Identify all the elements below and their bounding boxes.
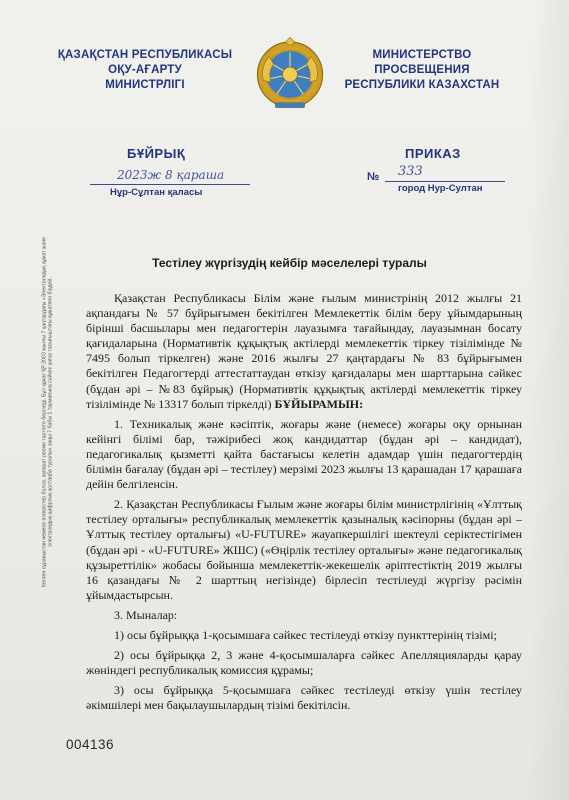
ru-city: город Нур-Султан: [398, 183, 483, 194]
kazakhstan-state-emblem-icon: [253, 36, 327, 110]
ru-ministry-line: ПРОСВЕЩЕНИЯ: [374, 64, 470, 76]
side-legal-note-text: Келген сұраныстан немесе өзгерістер болса, ақпарат ресми тәртіпте беріледі. Бұл құжат ҚР 2003 жылғы 7 қаңтардағы «Электрондық құжат және электрондық цифрлық қолтаңба туралы» заңы 7 бабы 1 тармағына сәйкес қағаз тасығыштағы құжатпен бірдей.: [41, 236, 54, 588]
handwritten-date: 2023ж 8 қараша: [117, 168, 225, 182]
number-underline: [385, 181, 505, 182]
item-3-3: 3) осы бұйрыққа 5-қосымшаға сәйкес тестілеуді өткізу үшін тестілеу әкімшілері мен бақылаушылардың тізімі бекітілсін.: [86, 683, 522, 713]
document-title: Тестілеу жүргізудің кейбір мәселелері туралы: [152, 256, 427, 270]
item-2: 2. Қазақстан Республикасы Ғылым және жоғары білім министрлігінің «Ұлттық тестілеу орталығы» республикалық мемлекеттік қазыналық кәсіпорны (бұдан әрі – Ұлттық тестілеу орталығы) «U-FUTURE» жауапкершілігі шектеулі серіктестігімен (бұдан әрі - «U-FUTURE» ЖШС) («Өңірлік тестілеу орталығы» және педагогикалық құзыреттілік» жобасы бойынша мемлекеттік-жекешелік әріптестіктің 2019 жылғы 16 қазандағы № 2 шарттың негізінде) бірлесіп тестілеуді жүргізу рәсімін ұйымдастырсын.: [86, 497, 522, 602]
page-shadow: [529, 0, 569, 800]
document-body: [86, 291, 522, 713]
kz-ministry-line: ОҚУ-АҒАРТУ: [108, 64, 182, 76]
item-3-1: 1) осы бұйрыққа 1-қосымшаға сәйкес тестілеуді өткізу пункттерінің тізімі;: [114, 627, 497, 642]
ru-ministry-line: РЕСПУБЛИКИ КАЗАХСТАН: [344, 79, 500, 91]
preamble-text: Қазақстан Республикасы Білім және ғылым министрінің 2012 жылғы 21 ақпандағы № 57 бұйрығымен бекітілген Мемлекеттік білім беру ұйымдарының бірінші басшылары мен педагогтерін лауазымға тағайындау, лауазымнан босату қағидаларына (Нормативтік құқықтық актілерді мемлекеттік тіркеу тізілімінде № 7495 болып тіркелген) және 2016 жылғы 27 қаңтардағы № 83 бұйрығымен бекітілген Педагогтерді аттестаттаудан өткізу қағидалары мен шарттарына сәйкес (бұдан әрі – №83 бұйрық) (Нормативтік құқықтық актілерді мемлекеттік тіркеу тізілімінде № 13317 болып тіркелді): [86, 291, 522, 411]
ru-ministry-header: [322, 48, 522, 93]
side-legal-note: [28, 232, 68, 592]
handwritten-order-number: 333: [398, 164, 423, 179]
number-sign: №: [367, 171, 380, 183]
item-3-2: 2) осы бұйрыққа 2, 3 және 4-қосымшаларға сәйкес Апелляцияларды қарау жөніндегі республикалық комиссия құрамы;: [86, 648, 522, 678]
kz-ministry-header: [45, 48, 245, 93]
order-word: БҰЙЫРАМЫН:: [274, 396, 364, 411]
kz-ministry-line: МИНИСТРЛІГІ: [105, 79, 185, 91]
ru-ministry-line: МИНИСТЕРСТВО: [372, 49, 472, 61]
form-serial-number: 004136: [66, 737, 115, 752]
preamble-paragraph: [86, 291, 522, 412]
kz-city: Нұр-Сұлтан қаласы: [110, 187, 203, 198]
ru-order-title: ПРИКАЗ: [405, 146, 461, 161]
kz-ministry-line: ҚАЗАҚСТАН РЕСПУБЛИКАСЫ: [57, 49, 233, 61]
date-underline: [90, 184, 250, 185]
kz-order-title: БҰЙРЫҚ: [127, 146, 186, 161]
item-1: 1. Техникалық және кәсіптік, жоғары және (немесе) жоғары оқу орнынан кейінгі білімі бар, тәжірибесі жоқ кандидаттар (бұдан әрі – кандидат), педагогикалық қызметті қайта бастағысы келетін адамдар үшін педагогтердің білімін бағалау (бұдан әрі – тестілеу) мерзімі 2023 жылғы 13 қарашадан 17 қарашаға дейін белгіленсін.: [86, 416, 522, 492]
item-3: 3. Мыналар:: [114, 607, 178, 622]
